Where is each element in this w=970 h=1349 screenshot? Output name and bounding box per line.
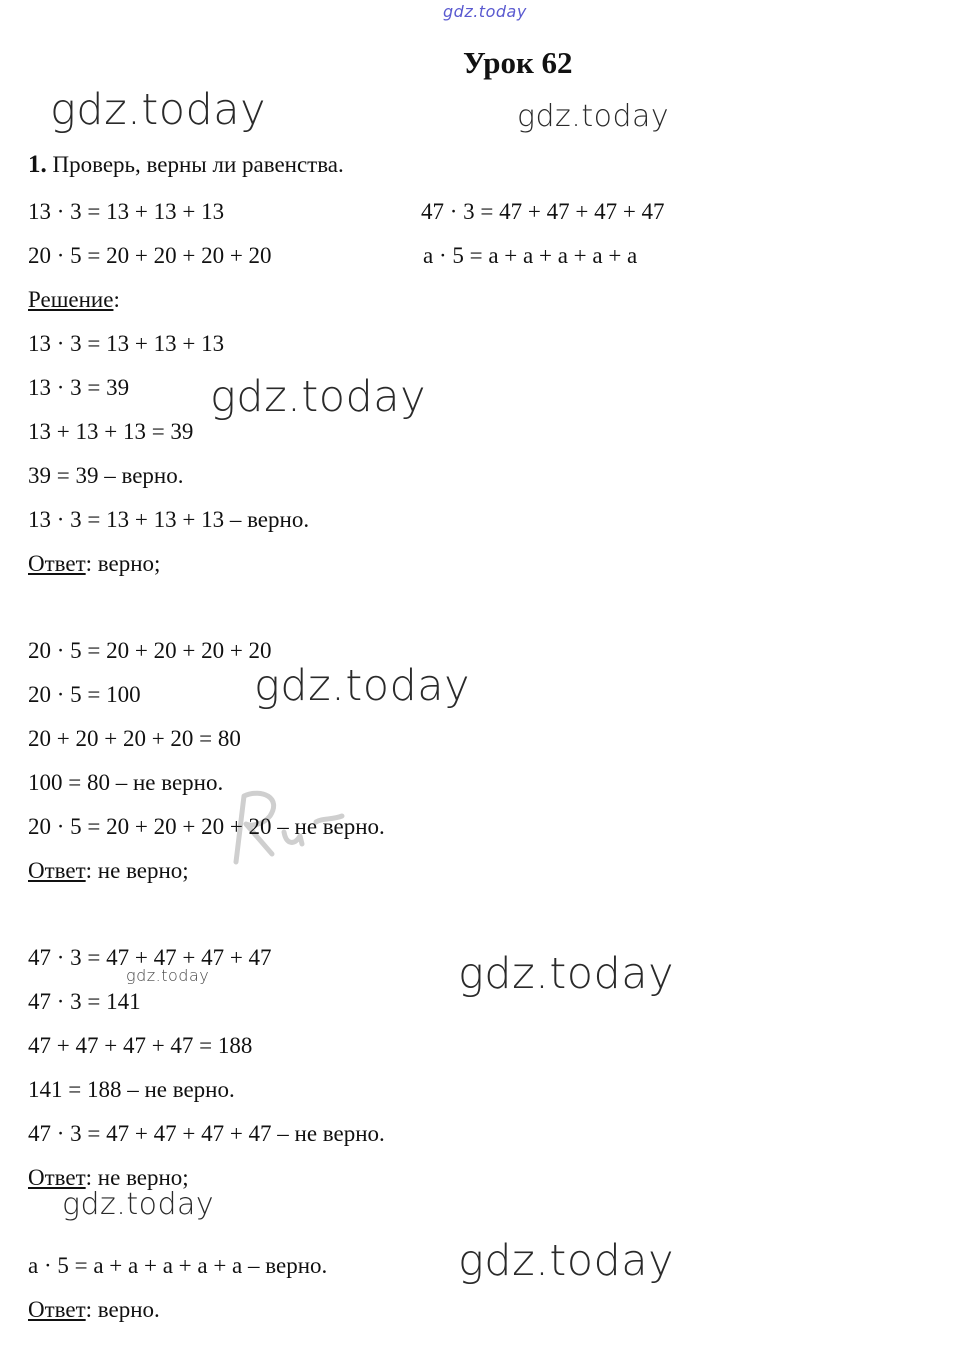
answer-label: Ответ <box>28 551 86 576</box>
answer-line <box>28 1296 160 1324</box>
watermark: gdz.today <box>50 85 267 135</box>
answer-line <box>28 1164 189 1192</box>
page-title: Урок 62 <box>463 45 573 80</box>
solution-line: 47 · 3 = 141 <box>28 989 141 1014</box>
watermark: gdz.today <box>62 1187 215 1222</box>
equation-left-1: 13 · 3 = 13 + 13 + 13 <box>28 199 225 224</box>
solution-line: 47 · 3 = 47 + 47 + 47 + 47 <box>28 945 272 970</box>
solution-line: a · 5 = a + a + a + a + a – верно. <box>28 1253 328 1278</box>
solution-line: 47 + 47 + 47 + 47 = 188 <box>28 1033 253 1058</box>
solution-line: 100 = 80 – не верно. <box>28 770 224 795</box>
answer-label: Ответ <box>28 858 86 883</box>
task-text: Проверь, верны ли равенства. <box>52 152 344 177</box>
answer-line <box>28 857 189 885</box>
answer-label: Ответ <box>28 1165 86 1190</box>
solution-line: 20 + 20 + 20 + 20 = 80 <box>28 726 241 751</box>
solution-line: 13 · 3 = 13 + 13 + 13 <box>28 331 225 356</box>
solution-line: 13 · 3 = 39 <box>28 375 130 400</box>
solution-line: 141 = 188 – не верно. <box>28 1077 235 1102</box>
answer-text: : не верно; <box>85 1165 189 1190</box>
answer-text: : верно; <box>85 551 161 576</box>
answer-text: : верно. <box>85 1297 160 1322</box>
task-heading <box>28 151 344 179</box>
watermark: gdz.today <box>458 1236 675 1286</box>
solution-colon: : <box>113 287 120 312</box>
watermark: gdz.today <box>254 661 471 711</box>
watermark-top: gdz.today <box>443 2 527 21</box>
equation-right-1: 47 · 3 = 47 + 47 + 47 + 47 <box>421 199 665 224</box>
answer-line <box>28 550 160 578</box>
solution-line: 13 + 13 + 13 = 39 <box>28 419 194 444</box>
watermark: gdz.today <box>458 949 675 999</box>
solution-line: 20 · 5 = 20 + 20 + 20 + 20 <box>28 638 272 663</box>
equation-right-2: a · 5 = a + a + a + a + a <box>423 243 638 268</box>
solution-line: 13 · 3 = 13 + 13 + 13 – верно. <box>28 507 310 532</box>
solution-line: 39 = 39 – верно. <box>28 463 184 488</box>
watermark: gdz.today <box>210 372 427 422</box>
solution-heading <box>28 286 120 314</box>
solution-label: Решение <box>28 287 114 312</box>
solution-line: 47 · 3 = 47 + 47 + 47 + 47 – не верно. <box>28 1121 385 1146</box>
solution-line: 20 · 5 = 100 <box>28 682 141 707</box>
answer-text: : не верно; <box>85 858 189 883</box>
watermark: gdz.today <box>517 99 670 134</box>
answer-label: Ответ <box>28 1297 86 1322</box>
watermark: gdz.today <box>126 966 210 985</box>
equation-left-2: 20 · 5 = 20 + 20 + 20 + 20 <box>28 243 272 268</box>
task-number: 1. <box>28 151 47 178</box>
solution-line: 20 · 5 = 20 + 20 + 20 + 20 – не верно. <box>28 814 385 839</box>
